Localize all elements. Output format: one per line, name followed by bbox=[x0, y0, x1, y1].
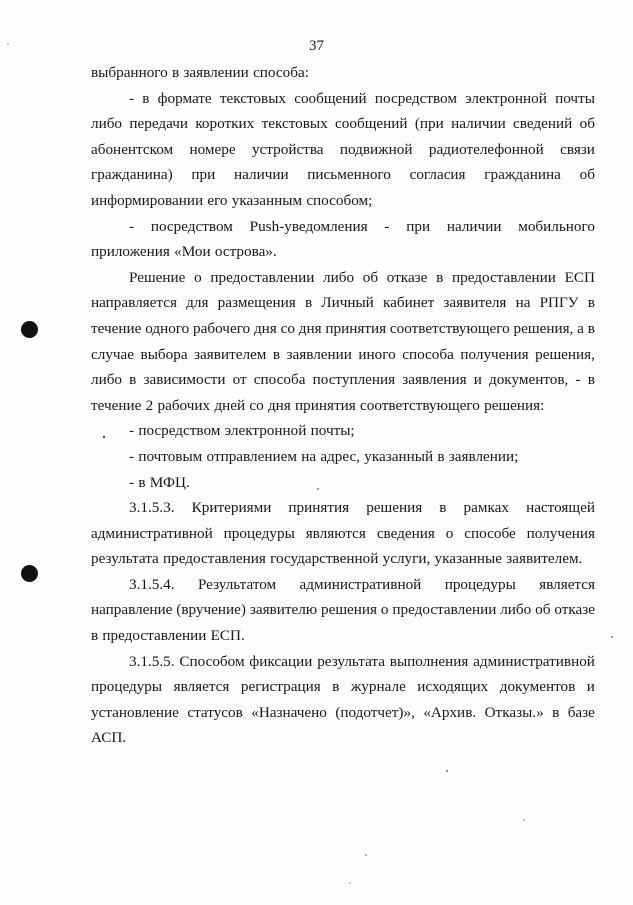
text-line bbox=[91, 342, 595, 368]
word: посредством bbox=[150, 217, 233, 235]
word: заявления bbox=[402, 371, 467, 389]
word: размещения bbox=[217, 294, 296, 312]
word: устройства bbox=[251, 140, 324, 158]
word: адрес, bbox=[320, 447, 361, 465]
word: указанный bbox=[364, 447, 434, 465]
word: о bbox=[445, 524, 454, 542]
word: (подотчет)», bbox=[335, 703, 415, 721]
text-line bbox=[91, 674, 595, 700]
word: предоставления bbox=[163, 550, 266, 568]
word: в bbox=[129, 371, 137, 389]
word: текстовых bbox=[219, 89, 286, 107]
word: в bbox=[138, 473, 146, 491]
word: подвижной bbox=[339, 140, 413, 158]
word: наличии bbox=[446, 217, 502, 235]
word: является bbox=[539, 575, 595, 593]
punch-hole bbox=[21, 565, 38, 582]
word: при bbox=[406, 217, 431, 235]
word: предоставлении bbox=[210, 268, 315, 286]
word: либо bbox=[91, 371, 123, 389]
word: радиотелефонной bbox=[428, 140, 544, 158]
word: государственной bbox=[270, 550, 379, 568]
text-line bbox=[91, 418, 595, 444]
word: о bbox=[380, 601, 389, 619]
text-line bbox=[91, 214, 595, 240]
word: журнале bbox=[350, 678, 406, 696]
word: посредством bbox=[374, 89, 457, 107]
word: 2 bbox=[145, 396, 154, 414]
word: «Назначено bbox=[251, 703, 327, 721]
word: электронной bbox=[465, 89, 547, 107]
word: фиксации bbox=[249, 652, 313, 670]
word: 3.1.5.3. bbox=[129, 499, 175, 517]
word: приложения bbox=[91, 243, 170, 261]
word: заявлении bbox=[183, 64, 249, 81]
word: на bbox=[515, 294, 531, 312]
word: гражданина) bbox=[91, 166, 173, 184]
word: заявлении; bbox=[448, 447, 519, 465]
word: Решение bbox=[129, 268, 186, 286]
word: письменного bbox=[307, 166, 391, 184]
word: отказе bbox=[554, 601, 595, 619]
punch-hole bbox=[21, 321, 38, 338]
word: рабочего bbox=[193, 319, 251, 337]
word: результата bbox=[317, 652, 385, 670]
word: заявителю bbox=[249, 601, 318, 619]
word: электронной bbox=[224, 422, 307, 440]
word: является bbox=[173, 678, 230, 696]
word: течение bbox=[91, 396, 142, 414]
word: в bbox=[304, 294, 313, 312]
word: - bbox=[129, 447, 135, 465]
word: - bbox=[384, 217, 390, 235]
text-line bbox=[91, 546, 595, 572]
word: заявлении bbox=[286, 345, 352, 363]
text-line bbox=[91, 649, 595, 675]
word: предоставлении bbox=[392, 601, 497, 619]
word: при bbox=[191, 166, 216, 184]
word: со bbox=[249, 396, 264, 414]
word: - bbox=[129, 89, 135, 107]
text-line bbox=[91, 700, 595, 726]
word: поступления bbox=[312, 371, 396, 389]
text-line bbox=[91, 111, 595, 137]
word: связи bbox=[560, 140, 595, 158]
word: номере bbox=[189, 140, 236, 158]
word: в bbox=[91, 627, 99, 645]
word: направление bbox=[91, 601, 173, 619]
word: для bbox=[186, 294, 209, 312]
text-line bbox=[91, 725, 595, 751]
word: сообщений bbox=[294, 89, 367, 107]
word: указанным bbox=[231, 191, 303, 209]
word: административной bbox=[473, 652, 595, 670]
word: острова». bbox=[214, 243, 277, 261]
word: в bbox=[272, 345, 281, 363]
word: процедуры bbox=[223, 524, 295, 542]
word: отказе bbox=[386, 268, 428, 286]
word: РПГУ bbox=[539, 294, 579, 312]
word: в bbox=[552, 703, 560, 721]
word: Личный bbox=[321, 294, 374, 312]
text-line bbox=[91, 495, 595, 521]
word: АСП. bbox=[91, 729, 127, 747]
word: от bbox=[232, 371, 247, 389]
word: решения bbox=[366, 499, 423, 517]
word: Результатом bbox=[197, 575, 277, 593]
word: (при bbox=[414, 115, 444, 133]
word: 3.1.5.4. bbox=[129, 575, 175, 593]
page-number: 37 bbox=[309, 38, 324, 54]
word: способа bbox=[402, 345, 454, 363]
word: в bbox=[142, 89, 150, 107]
word: решения, bbox=[513, 319, 574, 337]
word: заявителем. bbox=[506, 550, 583, 568]
word: мобильного bbox=[518, 217, 595, 235]
word: настоящей bbox=[526, 499, 595, 517]
word: наличии bbox=[451, 115, 506, 133]
word: (вручение) bbox=[176, 601, 246, 619]
text-line bbox=[91, 521, 595, 547]
text-line bbox=[91, 316, 595, 342]
word: заявителем bbox=[194, 345, 267, 363]
word: в bbox=[587, 371, 595, 389]
text-line bbox=[91, 137, 595, 163]
text-line bbox=[91, 470, 595, 496]
word: коротких bbox=[195, 115, 255, 133]
word: решения: bbox=[484, 396, 545, 414]
word: и bbox=[473, 371, 482, 389]
word: одного bbox=[145, 319, 190, 337]
word: либо bbox=[500, 601, 532, 619]
word: документов, bbox=[488, 371, 569, 389]
word: результата bbox=[91, 550, 159, 568]
word: получения bbox=[460, 345, 529, 363]
word: кабинет bbox=[382, 294, 435, 312]
word: рамках bbox=[463, 499, 509, 517]
word: принятия bbox=[325, 319, 387, 337]
word: процедуры bbox=[444, 575, 516, 593]
word: об bbox=[579, 115, 595, 133]
text-line bbox=[91, 162, 595, 188]
word: выбора bbox=[140, 345, 188, 363]
word: способом; bbox=[306, 191, 373, 209]
word: наличии bbox=[233, 166, 289, 184]
word: - bbox=[129, 422, 135, 440]
word: со bbox=[280, 319, 295, 337]
word: выполнения bbox=[389, 652, 469, 670]
word: установление bbox=[91, 703, 179, 721]
word: формате bbox=[157, 89, 212, 107]
word: об bbox=[579, 166, 595, 184]
body-text bbox=[91, 60, 595, 751]
word: предоставлении bbox=[102, 627, 207, 645]
word: в bbox=[332, 678, 340, 696]
word: ЕСП bbox=[564, 268, 595, 286]
word: статусов bbox=[187, 703, 243, 721]
text-line bbox=[91, 60, 595, 86]
word: в bbox=[587, 319, 595, 337]
word: «Архив. bbox=[423, 703, 477, 721]
word: дня bbox=[253, 319, 277, 337]
word: сведений bbox=[513, 115, 573, 133]
word: МФЦ. bbox=[149, 473, 190, 491]
word: случае bbox=[91, 345, 135, 363]
word: исходящих bbox=[417, 678, 489, 696]
text-line bbox=[91, 393, 595, 419]
word: «Мои bbox=[174, 243, 211, 261]
word: текстовых bbox=[261, 115, 328, 133]
word: указанные bbox=[434, 550, 502, 568]
word: абонентском bbox=[91, 140, 174, 158]
word: административной bbox=[299, 575, 422, 593]
word: почтовым bbox=[138, 447, 203, 465]
word: в bbox=[439, 499, 447, 517]
text-line bbox=[91, 188, 595, 214]
word: решения, bbox=[535, 345, 595, 363]
word: принятия bbox=[295, 396, 356, 414]
text-line bbox=[91, 623, 595, 649]
word: 3.1.5.5. bbox=[129, 652, 175, 670]
word: услуги, bbox=[382, 550, 431, 568]
word: административной bbox=[91, 524, 213, 542]
word: отправлением bbox=[206, 447, 297, 465]
word: процедуры bbox=[91, 678, 163, 696]
word: регистрация bbox=[240, 678, 321, 696]
word: согласия bbox=[409, 166, 466, 184]
word: информировании bbox=[91, 191, 204, 209]
word: - bbox=[575, 371, 581, 389]
word: Отказы.» bbox=[484, 703, 544, 721]
word: соответствующего bbox=[389, 319, 510, 337]
text-line bbox=[91, 265, 595, 291]
word: заявителя bbox=[443, 294, 507, 312]
word: направляется bbox=[91, 294, 177, 312]
word: - bbox=[129, 217, 135, 235]
word: на bbox=[301, 447, 317, 465]
word: почты bbox=[555, 89, 595, 107]
word: соответствующего bbox=[360, 396, 480, 414]
word: об bbox=[362, 268, 379, 286]
text-line bbox=[91, 444, 595, 470]
word: получения bbox=[526, 524, 595, 542]
text-line bbox=[91, 597, 595, 623]
word: рабочих bbox=[157, 396, 211, 414]
word: дня bbox=[298, 319, 322, 337]
word: дней bbox=[214, 396, 246, 414]
word: выбранного bbox=[91, 64, 168, 81]
word: в bbox=[587, 294, 595, 312]
word: течение bbox=[91, 319, 142, 337]
word: посредством bbox=[138, 422, 221, 440]
word: либо bbox=[91, 115, 123, 133]
word: его bbox=[207, 191, 228, 209]
word: ЕСП. bbox=[210, 627, 245, 645]
word: являются bbox=[305, 524, 366, 542]
word: гражданина bbox=[484, 166, 561, 184]
word: почты; bbox=[310, 422, 355, 440]
text-line bbox=[91, 239, 595, 265]
word: об bbox=[535, 601, 551, 619]
word: либо bbox=[323, 268, 355, 286]
word: решения bbox=[321, 601, 378, 619]
word: и bbox=[586, 678, 595, 696]
text-line bbox=[91, 86, 595, 112]
word: базе bbox=[567, 703, 595, 721]
word: сведения bbox=[376, 524, 435, 542]
word: документов bbox=[499, 678, 576, 696]
text-line bbox=[91, 572, 595, 598]
word: дня bbox=[267, 396, 291, 414]
word: принятия bbox=[288, 499, 350, 517]
word: Способом bbox=[179, 652, 245, 670]
word: сообщений bbox=[335, 115, 408, 133]
word: способа bbox=[253, 371, 306, 389]
word: передачи bbox=[129, 115, 188, 133]
word: Push-уведомления bbox=[249, 217, 368, 235]
word: способе bbox=[464, 524, 516, 542]
text-line bbox=[91, 290, 595, 316]
word: Критериями bbox=[191, 499, 272, 517]
word: в bbox=[437, 447, 445, 465]
word: - bbox=[129, 473, 135, 491]
word: о bbox=[194, 268, 202, 286]
word: зависимости bbox=[143, 371, 226, 389]
word: в bbox=[171, 64, 180, 81]
word: предоставлении bbox=[451, 268, 556, 286]
text-line bbox=[91, 367, 595, 393]
word: в bbox=[436, 268, 444, 286]
word: способа: bbox=[253, 64, 309, 81]
word: а bbox=[577, 319, 584, 337]
word: иного bbox=[358, 345, 396, 363]
